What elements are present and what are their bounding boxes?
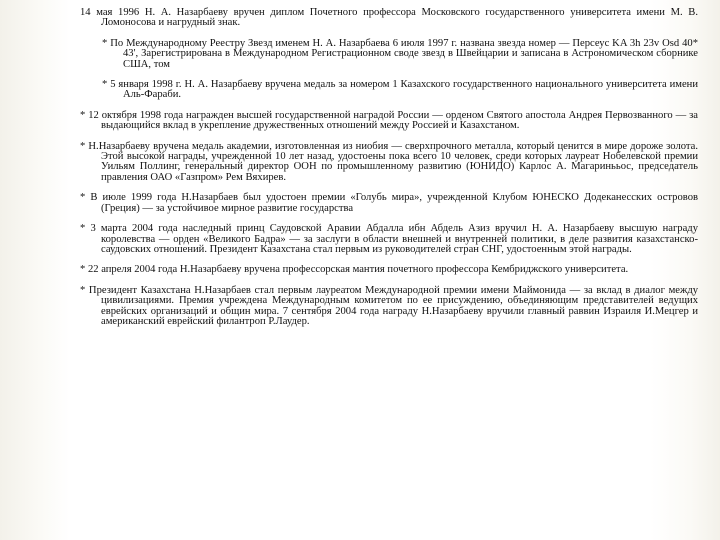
- paragraph-1999-dove-of-peace: * В июле 1999 года Н.Назарбаев был удостоен премии «Голубь мира», учрежденной Клубом ЮНЕСКО Додеканесских островов (Греция) — за устойчивое мирное развитие государства: [80, 192, 698, 214]
- paragraph-2004-maimonides-prize: * Президент Казахстана Н.Назарбаев стал первым лауреатом Международной премии имени Маймонида — за вклад в диалог между цивилизациями. Премия учреждена Международным комитетом по ее присуждению, объединяющим представителей ведущих еврейских организаций и общин мира. 7 сентября 2004 года награду Н.Назарбаеву вручили главный раввин Израиля И.Мецгер и американский еврейский филантроп Р.Лаудер.: [80, 284, 698, 327]
- paragraph-1997-star: * По Международному Реестру Звезд именем Н. А. Назарбаева 6 июля 1997 г. названа звезда номер — Персеус KA 3h 23v Osd 40* 43', Зарегистрирована в Международном Регистрационном своде звезд в Швейцарии и записана в Астрономическом сборнике США, том: [102, 37, 698, 70]
- document-text: [80, 8, 698, 327]
- paragraph-1998-al-farabi-medal: * 5 января 1998 г. Н. А. Назарбаеву вручена медаль за номером 1 Казахского государственного национального университета имени Аль-Фараби.: [102, 79, 698, 101]
- paragraph-2004-order-badr: * 3 марта 2004 года наследный принц Саудовской Аравии Абдалла ибн Абдель Азиз вручил Н. А. Назарбаеву высшую награду королевства — орден «Великого Бадра» — за заслуги в области внешней и внутренней политики, в деле развития казахстанско-саудовских отношений. Президент Казахстана стал первым из руководителей стран СНГ, удостоенным этой награды.: [80, 223, 698, 255]
- paragraph-2004-cambridge: * 22 апреля 2004 года Н.Назарбаеву вручена профессорская мантия почетного профессора Кембриджского университета.: [80, 264, 629, 276]
- paragraph-niobium-medal: * Н.Назарбаеву вручена медаль академии, изготовленная из ниобия — сверхпрочного металла, который ценится в мире дороже золота. Этой высокой награды, учрежденной 10 лет назад, удостоены пока всего 10 человек, среди которых лауреат Нобелевской премии Уильям Поллинг, генеральный директор ООН по промышленному развитию (ЮНИДО) Карлос А. Магаринььос, председатель правления ОАО «Газпром» Рем Вяхирев.: [80, 140, 698, 183]
- paragraph-1998-order-st-andrew: * 12 октября 1998 года награжден высшей государственной наградой России — орденом Святого апостола Андрея Первозванного — за выдающийся вклад в укрепление дружественных отношений между Россией и Казахстаном.: [80, 109, 698, 132]
- paragraph-1996-msu-diploma: 14 мая 1996 Н. А. Назарбаеву вручен диплом Почетного профессора Московского государственного университета имени М. В. Ломоносова и нагрудный знак.: [80, 7, 698, 29]
